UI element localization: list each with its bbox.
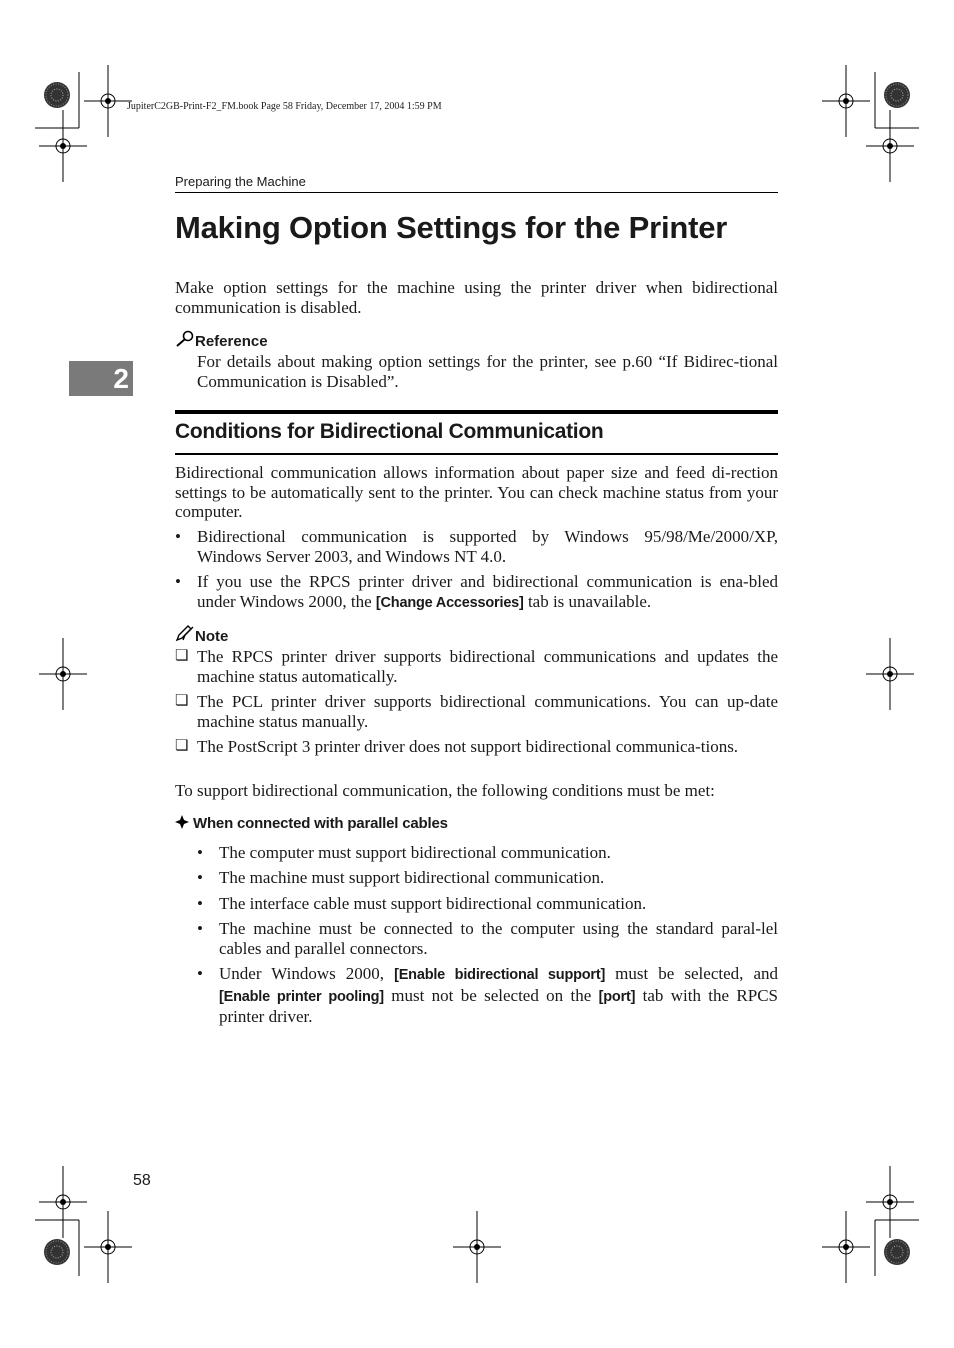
bullet: • xyxy=(175,527,181,546)
list-item-text: The interface cable must support bidirectional communication. xyxy=(219,894,647,913)
section-rule-bottom xyxy=(175,453,778,455)
ui-label-port: [port] xyxy=(598,988,636,1005)
page-title: Making Option Settings for the Printer xyxy=(175,210,728,245)
list-item xyxy=(197,843,778,863)
intro-paragraph: Make option settings for the machine using the printer driver when bidirectional communication is disabled. xyxy=(175,278,778,317)
list-item xyxy=(197,964,778,1027)
reference-heading xyxy=(175,330,268,350)
bullet: • xyxy=(197,964,203,983)
running-head: Preparing the Machine xyxy=(175,174,306,189)
note-item-text: The PCL printer driver supports bidirectional communications. You can up-date machine status manually. xyxy=(197,692,778,731)
note-heading xyxy=(175,625,228,645)
list-item-text: The computer must support bidirectional communication. xyxy=(219,843,611,862)
ui-label-change-accessories: [Change Accessories] xyxy=(375,594,524,611)
conditions-intro: To support bidirectional communication, the following conditions must be met: xyxy=(175,781,715,800)
section-body: Bidirectional communication allows information about paper size and feed di-rection settings to be automatically sent to the printer. You can check machine status from your computer. xyxy=(175,463,778,521)
text-run: tab is unavailable. xyxy=(523,591,652,611)
magnifier-icon xyxy=(175,330,195,347)
bullet: • xyxy=(197,843,203,862)
list-item xyxy=(197,868,778,888)
bullet: • xyxy=(197,868,203,887)
page-number: 58 xyxy=(133,1172,151,1189)
checkbox-icon: ❏ xyxy=(175,648,189,664)
diamond-icon xyxy=(175,815,193,829)
ui-label-enable-bidirectional-support: [Enable bidirectional support] xyxy=(394,967,606,983)
note-item-text: The RPCS printer driver supports bidirectional communications and updates the machine status automatically. xyxy=(197,647,778,686)
file-info: JupiterC2GB-Print-F2_FM.book Page 58 Friday, December 17, 2004 1:59 PM xyxy=(127,101,442,112)
list-item-text: The machine must support bidirectional communication. xyxy=(219,868,605,887)
parallel-label: When connected with parallel cables xyxy=(193,815,448,832)
text-run: Under Windows 2000, xyxy=(219,964,395,983)
chapter-tab: 2 xyxy=(69,361,133,396)
list-item xyxy=(175,572,778,613)
reference-label: Reference xyxy=(195,333,268,350)
parallel-heading xyxy=(175,815,448,832)
text-run: tab with the RPCS printer driver. xyxy=(219,985,778,1026)
section-rule-top xyxy=(175,410,778,414)
header-rule xyxy=(175,192,778,193)
section-title: Conditions for Bidirectional Communication xyxy=(175,420,604,443)
list-item xyxy=(197,919,778,958)
bullet: • xyxy=(175,572,181,591)
checkbox-icon: ❏ xyxy=(175,738,189,754)
note-item xyxy=(175,737,778,757)
note-item xyxy=(175,647,778,686)
list-item-text: Bidirectional communication is supported by Windows 95/98/Me/2000/XP, Windows Server 2003, and Windows NT 4.0. xyxy=(197,527,778,566)
bullet: • xyxy=(197,894,203,913)
note-label: Note xyxy=(195,628,229,645)
list-item xyxy=(175,527,778,566)
text-run: must not be selected on the xyxy=(383,985,599,1005)
bullet: • xyxy=(197,919,203,938)
text-run: must be selected, and xyxy=(605,964,778,983)
pencil-icon xyxy=(175,625,195,642)
note-item xyxy=(175,692,778,731)
ui-label-enable-printer-pooling: [Enable printer pooling] xyxy=(219,988,384,1005)
note-item-text: The PostScript 3 printer driver does not support bidirectional communica-tions. xyxy=(197,737,739,756)
list-item-text xyxy=(197,572,778,613)
text-run: If you use the RPCS printer driver and bidirectional communication is ena-bled under Windows 2000, the xyxy=(197,572,778,611)
reference-text: For details about making option settings for the printer, see p.60 “If Bidirec-tional Communication is Disabled”. xyxy=(197,352,778,391)
checkbox-icon: ❏ xyxy=(175,693,189,709)
list-item-text: The machine must be connected to the computer using the standard paral-lel cables and parallel connectors. xyxy=(219,919,778,958)
list-item-text xyxy=(219,964,778,1027)
list-item xyxy=(197,894,778,914)
